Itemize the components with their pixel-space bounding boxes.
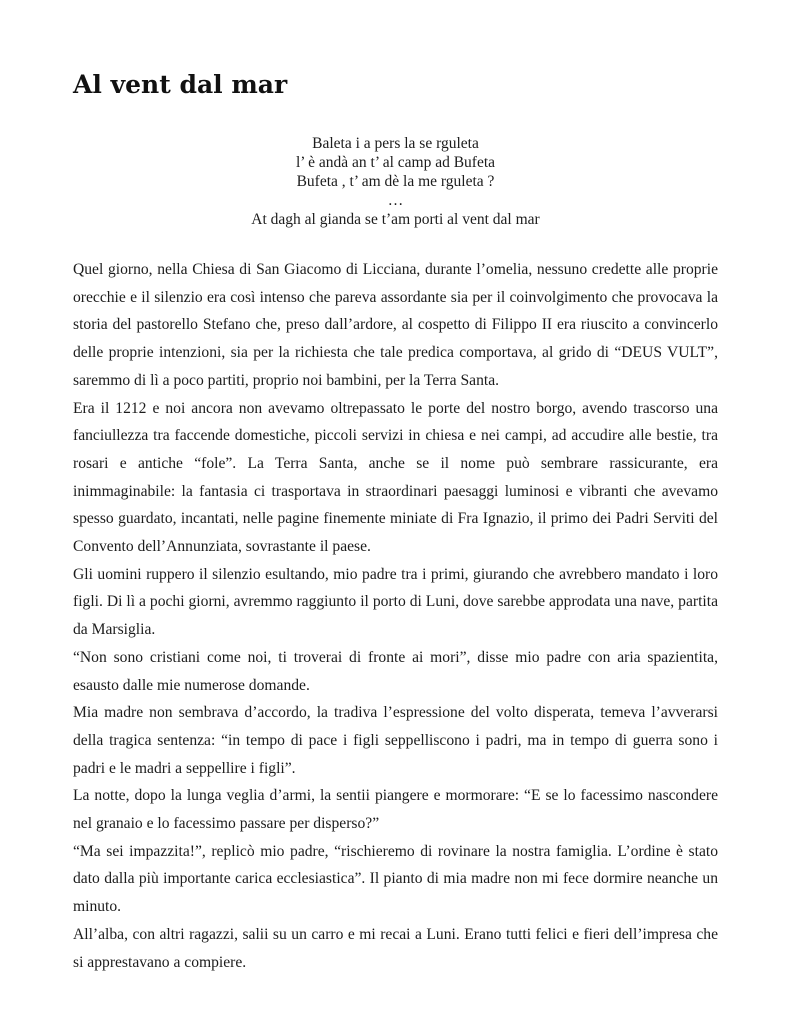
story-paragraph-8: All’alba, con altri ragazzi, salii su un carro e mi recai a Luni. Erano tutti felici e fieri dell’impresa che si apprestavano a compiere. (73, 925, 718, 971)
epigraph-ellipsis: … (387, 192, 404, 209)
story-body (73, 256, 718, 976)
epigraph-line-2: l’ è andà an t’ al camp ad Bufeta (295, 154, 496, 171)
story-paragraph-2: Era il 1212 e noi ancora non avevamo oltrepassato le porte del nostro borgo, avendo trascorso una fanciullezza tra faccende domestiche, piccoli servizi in chiesa e nei campi, ad accudire alle bestie, tra rosari e antiche “fole”. La Terra Santa, anche se il nome può sembrare rassicurante, era inimmaginabile: la fantasia ci trasportava in straordinari paesaggi luminosi e vibranti che avevamo spesso guardato, incantati, nelle pagine finemente miniate di Fra Ignazio, il primo dei Padri Serviti del Convento dell’Annunziata, sovrastante il paese. (73, 399, 718, 556)
story-paragraph-7: “Ma sei impazzita!”, replicò mio padre, “rischieremo di rovinare la nostra famiglia. L’ordine è stato dato dalla più importante carica ecclesiastica”. Il pianto di mia madre non mi fece dormire neanche un minuto. (73, 842, 718, 916)
page-title: Al vent dal mar (73, 70, 288, 99)
story-paragraph-4: “Non sono cristiani come noi, ti troverai di fronte ai mori”, disse mio padre con aria spazientita, esausto dalle mie numerose domande. (73, 648, 718, 694)
story-paragraph-1: Quel giorno, nella Chiesa di San Giacomo di Licciana, durante l’omelia, nessuno credette alle proprie orecchie e il silenzio era così intenso che pareva assordante sia per il coinvolgimento che provocava la storia del pastorello Stefano che, preso dall’ardore, al cospetto di Filippo II era riuscito a convincerlo delle proprie intenzioni, sia per la richiesta che tale predica comportava, al grido di “DEUS VULT”, saremmo di lì a poco partiti, proprio noi bambini, per la Terra Santa. (73, 261, 718, 389)
epigraph-line-3: Bufeta , t’ am dè la me rguleta ? (296, 173, 495, 190)
epigraph-line-5: At dagh al gianda se t’am porti al vent dal mar (251, 211, 540, 228)
epigraph (73, 134, 718, 229)
story-paragraph-6: La notte, dopo la lunga veglia d’armi, la sentii piangere e mormorare: “E se lo facessimo nascondere nel granaio e lo facessimo passare per disperso?” (73, 787, 718, 833)
story-paragraph-5: Mia madre non sembrava d’accordo, la tradiva l’espressione del volto disperata, temeva l’avverarsi della tragica sentenza: “in tempo di pace i figli seppelliscono i padri, ma in tempo di guerra sono i padri e le madri a seppellire i figli”. (73, 704, 718, 777)
story-paragraph-3: Gli uomini ruppero il silenzio esultando, mio padre tra i primi, giurando che avrebbero mandato i loro figli. Di lì a pochi giorni, avremmo raggiunto il porto di Luni, dove sarebbe approdata una nave, partita da Marsiglia. (73, 565, 718, 639)
epigraph-line-1: Baleta i a pers la se rguleta (312, 135, 479, 152)
